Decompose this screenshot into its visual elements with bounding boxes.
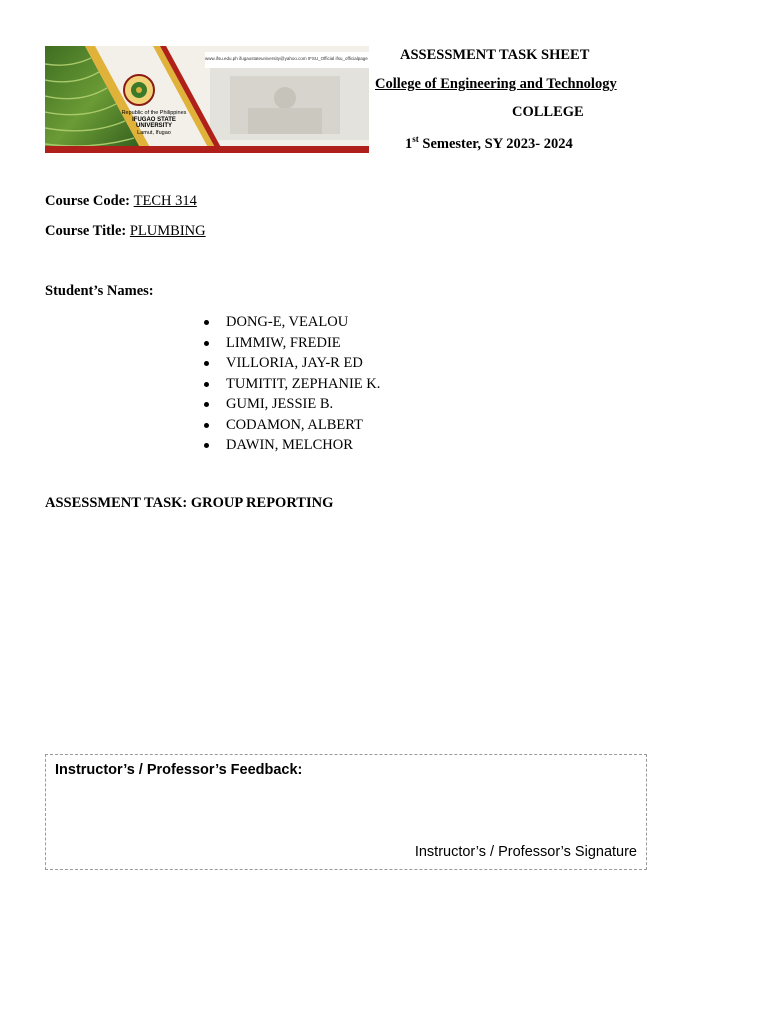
feedback-box <box>45 754 647 870</box>
contact-line: www.ifsu.edu.ph ifugaostateuniversity@yahoo.com IFSU_Official ifsu_officialpage <box>205 56 368 61</box>
university-name: IFUGAO STATE UNIVERSITY <box>132 116 176 129</box>
university-banner <box>45 46 369 153</box>
bullet-icon <box>204 402 209 407</box>
list-item <box>200 394 380 415</box>
banner-graphic <box>45 46 369 153</box>
semester-number: 1 <box>405 135 413 152</box>
student-name: DAWIN, MELCHOR <box>226 437 353 453</box>
university-name-block <box>119 110 189 136</box>
student-name: DONG-E, VEALOU <box>226 314 349 330</box>
students-label: Student’s Names: <box>45 283 154 299</box>
student-name: TUMITIT, ZEPHANIE K. <box>226 375 381 392</box>
list-item <box>200 374 380 395</box>
list-item <box>200 333 380 354</box>
assessment-task: ASSESSMENT TASK: GROUP REPORTING <box>45 495 334 511</box>
course-title-value: PLUMBING <box>129 223 206 239</box>
bullet-icon <box>204 443 209 448</box>
signature-label: Instructor’s / Professor’s Signature <box>414 844 637 860</box>
college-label: COLLEGE <box>512 104 584 120</box>
semester-text: Semester, SY 2023- 2024 <box>418 135 573 152</box>
course-code-line <box>45 193 197 210</box>
feedback-title: Instructor’s / Professor’s Feedback: <box>55 762 303 778</box>
student-name: CODAMON, ALBERT <box>226 416 363 433</box>
bullet-icon <box>204 423 209 428</box>
student-name: LIMMIW, FREDIE <box>226 334 341 351</box>
bullet-icon <box>204 320 209 325</box>
university-location: Lamut, Ifugao <box>137 129 171 136</box>
bullet-icon <box>204 361 209 366</box>
list-item <box>200 435 380 456</box>
list-item <box>200 415 380 436</box>
student-name: VILLORIA, JAY-R ED <box>226 355 363 371</box>
republic-text: Republic of the Philippines <box>121 110 187 116</box>
college-name: College of Engineering and Technology <box>375 76 617 92</box>
student-name: GUMI, JESSIE B. <box>226 396 334 412</box>
semester-line <box>405 134 573 153</box>
course-title-line <box>45 223 206 240</box>
list-item <box>200 312 380 333</box>
bullet-icon <box>204 382 209 387</box>
assessment-task-line <box>45 495 333 512</box>
course-code-label: Course Code: <box>45 193 134 209</box>
course-code-value: TECH 314 <box>133 193 197 209</box>
students-label-line <box>45 283 154 300</box>
sheet-title: ASSESSMENT TASK SHEET <box>400 47 590 63</box>
semester-ordinal: st <box>412 134 419 144</box>
bullet-icon <box>204 341 209 346</box>
list-item <box>200 353 380 374</box>
student-list <box>200 312 380 456</box>
course-title-label: Course Title: <box>45 223 130 239</box>
